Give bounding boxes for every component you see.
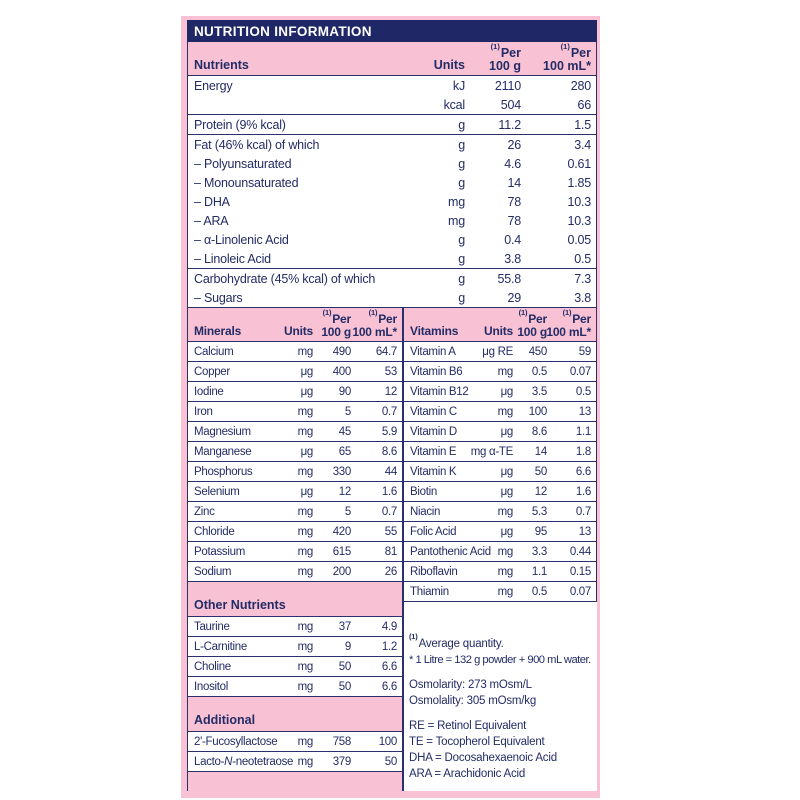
energy-group: [188, 76, 596, 115]
value-per-100g: 0.5: [531, 585, 547, 598]
table-row: [404, 442, 596, 462]
footnote-average-quantity: $^{(1)}$Average quantity.: [409, 632, 504, 650]
nutrient-units: g: [458, 117, 465, 132]
nutrient-units: mg: [297, 735, 313, 748]
value-per-100g: 420: [332, 525, 351, 538]
value-per-100ml: 0.15: [569, 565, 591, 578]
column-header-units: Units: [483, 324, 513, 338]
mineral-name: Phosphorus: [194, 465, 253, 478]
value-per-100g: 3.3: [531, 545, 547, 558]
mineral-name: Copper: [194, 365, 230, 378]
vitamin-units: μg: [500, 465, 513, 478]
nutrient-name: – Linoleic Acid: [194, 251, 271, 266]
value-per-100g: 1.1: [531, 565, 547, 578]
value-per-100ml: 0.5: [574, 251, 591, 266]
value-per-100g: 3.5: [531, 385, 547, 398]
footnote-marker: (1): [518, 308, 528, 317]
value-per-100ml: 6.6: [381, 680, 397, 693]
table-row: [404, 562, 596, 582]
vitamins-header-row: [404, 308, 596, 342]
value-per-100ml: 12: [384, 385, 397, 398]
column-header-per-100g: $^{(1)}$Per 100 g: [321, 308, 351, 339]
table-row: [404, 522, 596, 542]
value-per-100ml: 1.6: [381, 485, 397, 498]
value-per-100ml: 8.6: [381, 445, 397, 458]
value-per-100g: 14: [534, 445, 547, 458]
table-row: [188, 192, 596, 211]
nutrient-name: – DHA: [194, 194, 230, 209]
value-per-100ml: 3.8: [574, 290, 591, 305]
value-per-100ml: 7.3: [574, 271, 591, 286]
value-per-100ml: 66: [577, 97, 591, 112]
mineral-name: Iron: [194, 405, 213, 418]
value-per-100ml: 1.5: [574, 117, 591, 132]
value-per-100g: 50: [338, 660, 351, 673]
fat-group: [188, 135, 596, 269]
value-per-100ml: 6.6: [575, 465, 591, 478]
table-row: [188, 402, 402, 422]
vitamin-units: mg α-TE: [470, 445, 513, 458]
value-per-100g: 90: [338, 385, 351, 398]
table-row: [188, 154, 596, 173]
vitamin-units: mg: [497, 565, 513, 578]
value-per-100g: 29: [507, 290, 521, 305]
vitamin-units: mg: [497, 545, 513, 558]
vitamin-units: mg: [497, 365, 513, 378]
minerals-vitamins-section: [187, 308, 597, 791]
nutrient-name: Lacto-N-neotetraose: [194, 755, 294, 768]
value-per-100ml: 0.07: [569, 365, 591, 378]
other-nutrients-rows: [188, 617, 402, 697]
mineral-units: mg: [297, 425, 313, 438]
value-per-100g: 0.5: [531, 365, 547, 378]
vitamin-name: Vitamin A: [410, 345, 456, 358]
value-per-100g: 615: [332, 545, 351, 558]
label-title-bar: [187, 20, 597, 42]
mineral-name: Magnesium: [194, 425, 251, 438]
value-per-100ml: 100: [378, 735, 397, 748]
value-per-100g: 3.8: [504, 251, 521, 266]
value-per-100ml: 10.3: [567, 213, 591, 228]
vitamins-table: [404, 308, 597, 602]
vitamin-units: μg: [500, 385, 513, 398]
value-per-100ml: 59: [578, 345, 591, 358]
table-row: [188, 637, 402, 657]
footnote-marker: (1): [490, 41, 500, 51]
table-row: [404, 502, 596, 522]
value-per-100g: 0.4: [504, 232, 521, 247]
mineral-units: mg: [297, 345, 313, 358]
nutrient-units: g: [458, 175, 465, 190]
value-per-100ml: 1.8: [575, 445, 591, 458]
nutrient-name: – α-Linolenic Acid: [194, 232, 289, 247]
vitamin-units: μg RE: [482, 345, 513, 358]
mineral-units: mg: [297, 545, 313, 558]
footnote-re: RE = Retinol Equivalent: [409, 719, 527, 732]
vitamin-units: mg: [497, 505, 513, 518]
vitamin-name: Vitamin E: [410, 445, 457, 458]
value-per-100ml: 1.2: [381, 640, 397, 653]
additional-header: Additional: [188, 697, 402, 732]
vitamin-name: Thiamin: [410, 585, 449, 598]
value-per-100g: 400: [332, 365, 351, 378]
value-per-100g: 330: [332, 465, 351, 478]
value-per-100ml: 13: [578, 525, 591, 538]
value-per-100ml: 53: [384, 365, 397, 378]
other-nutrients-header: Other Nutrients: [188, 582, 402, 617]
value-per-100ml: 44: [384, 465, 397, 478]
nutrient-units: mg: [297, 620, 313, 633]
table-row: [188, 362, 402, 382]
vitamin-name: Vitamin D: [410, 425, 457, 438]
value-per-100g: 758: [332, 735, 351, 748]
value-per-100g: 37: [338, 620, 351, 633]
footnote-marker: (1): [560, 41, 570, 51]
value-per-100g: 5: [344, 405, 351, 418]
table-row: [188, 502, 402, 522]
value-per-100g: 4.6: [504, 156, 521, 171]
table-row: [188, 76, 596, 95]
mineral-units: mg: [297, 525, 313, 538]
value-per-100g: 95: [534, 525, 547, 538]
table-row: [404, 402, 596, 422]
nutrient-name: 2'-Fucosyllactose: [194, 735, 278, 748]
vitamin-name: Riboflavin: [410, 565, 458, 578]
mineral-units: μg: [300, 365, 313, 378]
table-row: [188, 482, 402, 502]
nutrient-units: kJ: [452, 78, 465, 93]
column-header-per-100g: $^{(1)}$Per 100 g: [489, 41, 521, 73]
column-header-per-100ml: $^{(1)}$Per 100 mL*: [546, 308, 591, 339]
column-header-units: Units: [283, 324, 313, 338]
mineral-name: Chloride: [194, 525, 235, 538]
table-row: [188, 677, 402, 697]
value-per-100g: 12: [338, 485, 351, 498]
value-per-100ml: 5.9: [381, 425, 397, 438]
value-per-100g: 45: [338, 425, 351, 438]
nutrition-label: [181, 16, 600, 798]
table-row: [188, 442, 402, 462]
mineral-name: Calcium: [194, 345, 234, 358]
table-row: [188, 249, 596, 268]
column-header-per-100ml: $^{(1)}$Per 100 mL*: [543, 41, 591, 73]
mineral-units: mg: [297, 465, 313, 478]
column-header-vitamins: Vitamins: [410, 324, 459, 338]
vitamin-units: μg: [500, 425, 513, 438]
minerals-header-row: [188, 308, 402, 342]
nutrient-name: Fat (46% kcal) of which: [194, 137, 320, 152]
nutrient-units: g: [458, 290, 465, 305]
nutrient-units: g: [458, 251, 465, 266]
value-per-100ml: 81: [384, 545, 397, 558]
mineral-units: mg: [297, 565, 313, 578]
mineral-units: μg: [300, 385, 313, 398]
vitamin-units: mg: [497, 585, 513, 598]
footnote-osmolality: Osmolality: 305 mOsm/kg: [409, 694, 537, 707]
nutrient-units: mg: [297, 660, 313, 673]
vitamin-name: Folic Acid: [410, 525, 457, 538]
table-row: [188, 617, 402, 637]
value-per-100ml: 0.07: [569, 585, 591, 598]
footnote-marker: (1): [322, 308, 332, 317]
value-per-100ml: 4.9: [381, 620, 397, 633]
value-per-100g: 5: [344, 505, 351, 518]
value-per-100ml: 1.85: [567, 175, 591, 190]
value-per-100ml: 0.61: [567, 156, 591, 171]
table-row: [188, 342, 402, 362]
value-per-100g: 5.3: [531, 505, 547, 518]
right-column: [404, 308, 597, 791]
mineral-name: Potassium: [194, 545, 245, 558]
footnote-group-abbreviations: [409, 718, 595, 782]
nutrient-units: mg: [297, 640, 313, 653]
value-per-100g: 200: [332, 565, 351, 578]
mineral-name: Selenium: [194, 485, 240, 498]
value-per-100ml: 0.7: [381, 505, 397, 518]
value-per-100g: 490: [332, 345, 351, 358]
left-column: [187, 308, 404, 791]
value-per-100ml: 1.1: [575, 425, 591, 438]
vitamin-units: μg: [500, 485, 513, 498]
value-per-100ml: 0.7: [381, 405, 397, 418]
value-per-100ml: 0.7: [575, 505, 591, 518]
footnote-group-osmolarity: [409, 677, 595, 709]
footnotes: [404, 602, 597, 782]
table-row: [188, 752, 402, 772]
mineral-name: Manganese: [194, 445, 252, 458]
nutrient-name: L-Carnitine: [194, 640, 247, 653]
nutrient-name: – Monounsaturated: [194, 175, 299, 190]
column-header-per-100g: $^{(1)}$Per 100 g: [517, 308, 547, 339]
protein-group: [188, 115, 596, 135]
table-row: [188, 269, 596, 288]
value-per-100g: 78: [507, 194, 521, 209]
footnote-marker: (1): [562, 308, 572, 317]
nutrient-units: kcal: [443, 97, 465, 112]
value-per-100g: 11.2: [498, 117, 521, 132]
vitamin-name: Niacin: [410, 505, 441, 518]
value-per-100g: 450: [528, 345, 547, 358]
table-row: [404, 542, 596, 562]
footnote-ara: ARA = Arachidonic Acid: [409, 767, 526, 780]
vitamin-units: μg: [500, 525, 513, 538]
value-per-100ml: 64.7: [375, 345, 397, 358]
table-row: [188, 657, 402, 677]
mineral-units: μg: [300, 445, 313, 458]
table-row: [404, 582, 596, 602]
vitamin-name: Vitamin C: [410, 405, 457, 418]
nutrients-header-row: [188, 42, 596, 76]
column-header-minerals: Minerals: [194, 324, 242, 338]
table-row: [404, 342, 596, 362]
mineral-units: mg: [297, 405, 313, 418]
value-per-100ml: 26: [384, 565, 397, 578]
nutrient-units: g: [458, 156, 465, 171]
nutrient-name: Inositol: [194, 680, 229, 693]
value-per-100ml: 10.3: [567, 194, 591, 209]
nutrient-units: mg: [297, 755, 313, 768]
value-per-100g: 78: [507, 213, 521, 228]
nutrient-name: Taurine: [194, 620, 230, 633]
vitamin-name: Biotin: [410, 485, 437, 498]
nutrient-name: – Sugars: [194, 290, 243, 305]
nutrient-units: mg: [448, 213, 465, 228]
table-row: [188, 422, 402, 442]
nutrient-units: g: [458, 232, 465, 247]
value-per-100g: 55.8: [497, 271, 521, 286]
nutrient-units: g: [458, 271, 465, 286]
nutrient-name: Choline: [194, 660, 231, 673]
value-per-100ml: 0.44: [569, 545, 591, 558]
table-row: [188, 95, 596, 114]
footnote-te: TE = Tocopherol Equivalent: [409, 735, 545, 748]
value-per-100g: 9: [344, 640, 351, 653]
table-row: [404, 462, 596, 482]
footnote-group-quantity: [409, 632, 595, 668]
nutrient-units: mg: [297, 680, 313, 693]
value-per-100ml: 1.6: [575, 485, 591, 498]
table-row: [188, 230, 596, 249]
vitamin-name: Vitamin B6: [410, 365, 463, 378]
value-per-100g: 50: [338, 680, 351, 693]
value-per-100ml: 3.4: [574, 137, 591, 152]
vitamin-name: Vitamin K: [410, 465, 457, 478]
nutrients-table: [187, 42, 597, 308]
value-per-100g: 14: [507, 175, 521, 190]
table-row: [188, 135, 596, 154]
table-row: [404, 382, 596, 402]
table-row: [404, 482, 596, 502]
table-row: [404, 362, 596, 382]
value-per-100g: 2110: [494, 78, 521, 93]
mineral-units: μg: [300, 485, 313, 498]
nutrient-name: Protein (9% kcal): [194, 117, 286, 132]
carbohydrate-group: [188, 269, 596, 308]
table-row: [188, 115, 596, 134]
mineral-name: Zinc: [194, 505, 215, 518]
value-per-100ml: 0.05: [567, 232, 591, 247]
table-row: [188, 382, 402, 402]
table-row: [188, 288, 596, 307]
value-per-100ml: 6.6: [381, 660, 397, 673]
nutrient-units: g: [458, 137, 465, 152]
value-per-100g: 50: [534, 465, 547, 478]
value-per-100ml: 55: [384, 525, 397, 538]
mineral-name: Sodium: [194, 565, 232, 578]
table-row: [188, 732, 402, 752]
value-per-100g: 12: [534, 485, 547, 498]
label-title: NUTRITION INFORMATION: [194, 23, 372, 39]
footnote-osmolarity: Osmolarity: 273 mOsm/L: [409, 678, 532, 691]
nutrient-units: mg: [448, 194, 465, 209]
table-row: [188, 173, 596, 192]
column-header-per-100ml: $^{(1)}$Per 100 mL*: [352, 308, 397, 339]
table-row: [188, 211, 596, 230]
nutrient-name: – Polyunsaturated: [194, 156, 292, 171]
vitamins-rows: [404, 342, 596, 602]
table-row: [404, 422, 596, 442]
table-row: [188, 522, 402, 542]
column-header-units: Units: [433, 58, 465, 72]
minerals-rows: [188, 342, 402, 582]
value-per-100g: 26: [507, 137, 521, 152]
footnote-dha: DHA = Docosahexaenoic Acid: [409, 751, 557, 764]
nutrient-name: – ARA: [194, 213, 229, 228]
footnote-marker: (1): [409, 632, 418, 641]
value-per-100ml: 0.5: [575, 385, 591, 398]
nutrient-name: Energy: [194, 78, 233, 93]
footnote-marker: (1): [368, 308, 378, 317]
vitamin-name: Pantothenic Acid: [410, 545, 491, 558]
value-per-100g: 8.6: [531, 425, 547, 438]
mineral-units: mg: [297, 505, 313, 518]
column-header-nutrients: Nutrients: [194, 58, 249, 72]
vitamin-name: Vitamin B12: [410, 385, 469, 398]
value-per-100ml: 13: [578, 405, 591, 418]
value-per-100g: 100: [528, 405, 547, 418]
vitamin-units: mg: [497, 405, 513, 418]
table-row: [188, 462, 402, 482]
value-per-100g: 379: [332, 755, 351, 768]
nutrient-name: Carbohydrate (45% kcal) of which: [194, 271, 376, 286]
value-per-100g: 65: [338, 445, 351, 458]
value-per-100g: 504: [500, 97, 521, 112]
value-per-100ml: 280: [570, 78, 591, 93]
table-row: [188, 562, 402, 582]
value-per-100ml: 50: [384, 755, 397, 768]
footnote-litre: * 1 Litre = 132 g powder + 900 mL water.: [409, 653, 591, 666]
mineral-name: Iodine: [194, 385, 224, 398]
table-row: [188, 542, 402, 562]
